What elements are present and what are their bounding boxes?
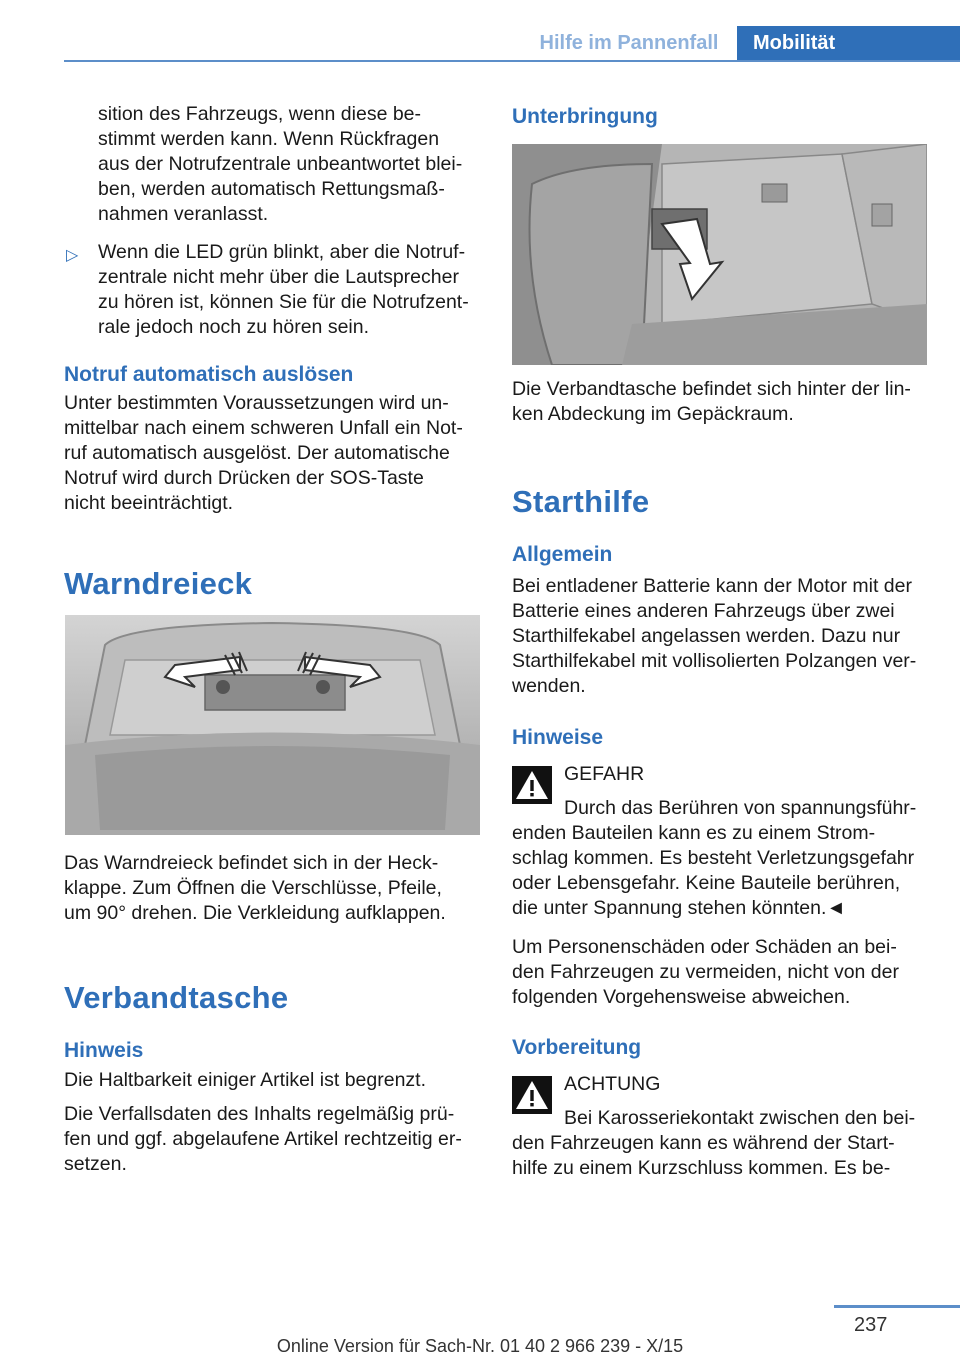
paragraph-allgemein xyxy=(512,574,916,699)
text-line: schlag kommen. Es besteht Verletzungsgefahr xyxy=(512,847,915,869)
paragraph-unterbringung xyxy=(512,377,911,427)
text-line: nahmen veranlasst. xyxy=(98,203,269,225)
paragraph-warndreieck xyxy=(64,851,446,926)
warning-title-achtung: ACHTUNG xyxy=(564,1073,661,1095)
text-line: hilfe zu einem Kurzschluss kommen. Es be- xyxy=(512,1157,891,1179)
heading-allgemein: Allgemein xyxy=(512,543,613,566)
text-line: sition des Fahrzeugs, wenn diese be- xyxy=(98,103,422,125)
text-line: Starthilfekabel angelassen werden. Dazu nur xyxy=(512,625,901,647)
text-line: klappe. Zum Öffnen die Verschlüsse, Pfeile, xyxy=(64,877,442,899)
footer-online-version: Online Version für Sach-Nr. 01 40 2 966 239 - X/15 xyxy=(276,1336,684,1356)
text-line: oder Lebensgefahr. Keine Bauteile berühren, xyxy=(512,872,901,894)
bullet-triangle: ▷ xyxy=(66,247,79,264)
text-line: enden Bauteilen kann es zu einem Strom- xyxy=(512,822,876,844)
text-line: Wenn die LED grün blinkt, aber die Notruf- xyxy=(98,241,466,263)
heading-notruf: Notruf automatisch auslösen xyxy=(64,363,354,386)
text-line: setzen. xyxy=(64,1153,127,1175)
text-line: mittelbar nach einem schweren Unfall ein Not- xyxy=(64,417,463,439)
text-line: Die Verfallsdaten des Inhalts regelmäßig prü- xyxy=(64,1103,455,1125)
text-line: stimmt werden kann. Wenn Rückfragen xyxy=(98,128,440,150)
text-line: aus der Notrufzentrale unbeantwortet blei- xyxy=(98,153,463,175)
warning-triangle-icon xyxy=(512,766,552,804)
caution-triangle-icon xyxy=(512,1076,552,1114)
text-line: den Fahrzeugen zu vermeiden, nicht von der xyxy=(512,961,899,983)
footer-divider xyxy=(834,1305,960,1308)
warning-triangle-image xyxy=(65,615,480,835)
heading-hinweise: Hinweise xyxy=(512,726,604,749)
text-line: rale jedoch noch zu hören sein. xyxy=(98,316,370,338)
text-line: ben, werden automatisch Rettungsmaß- xyxy=(98,178,445,200)
paragraph-haltbarkeit: Die Haltbarkeit einiger Artikel ist begrenzt. xyxy=(64,1069,426,1091)
text-line: die unter Spannung stehen könnten.◄ xyxy=(512,897,846,919)
heading-warndreieck: Warndreieck xyxy=(64,566,253,601)
text-line: ken Abdeckung im Gepäckraum. xyxy=(512,403,794,425)
text-line: wenden. xyxy=(512,675,586,697)
bullet-paragraph xyxy=(98,240,469,340)
text-line: Bei entladener Batterie kann der Motor mit der xyxy=(512,575,912,597)
text-line: Notruf wird durch Drücken der SOS-Taste xyxy=(64,467,424,489)
text-line: den Fahrzeugen kann es während der Start- xyxy=(512,1132,895,1154)
heading-verbandtasche: Verbandtasche xyxy=(64,980,289,1015)
text-line: fen und ggf. abgelaufene Artikel rechtzeitig er- xyxy=(64,1128,462,1150)
caution-text-first-line: Bei Karosseriekontakt zwischen den bei- xyxy=(564,1107,916,1129)
text-line: Die Verbandtasche befindet sich hinter der lin- xyxy=(512,378,911,400)
header-divider xyxy=(64,60,960,62)
heading-hinweis: Hinweis xyxy=(64,1039,144,1062)
text-line: Um Personenschäden oder Schäden an bei- xyxy=(512,936,897,958)
paragraph-notruf xyxy=(64,391,463,516)
heading-unterbringung: Unterbringung xyxy=(512,105,658,128)
text-line: nicht beeinträchtigt. xyxy=(64,492,234,514)
paragraph-personenschaeden xyxy=(512,935,899,1010)
text-line: Starthilfekabel mit vollisolierten Polzangen ver- xyxy=(512,650,917,672)
chapter-tab[interactable]: Mobilität xyxy=(737,26,960,62)
page-number: 237 xyxy=(854,1314,888,1336)
text-line: Unter bestimmten Voraussetzungen wird un- xyxy=(64,392,449,414)
first-aid-kit-location-image xyxy=(512,144,927,365)
text-line: zu hören ist, können Sie für die Notrufzent- xyxy=(98,291,469,313)
text-line: ruf automatisch ausgelöst. Der automatische xyxy=(64,442,450,464)
paragraph-continuation xyxy=(98,102,462,227)
text-line: Batterie eines anderen Fahrzeugs über zwei xyxy=(512,600,895,622)
warning-text-achtung xyxy=(512,1131,895,1181)
heading-starthilfe: Starthilfe xyxy=(512,484,650,519)
warning-title-gefahr: GEFAHR xyxy=(564,763,645,785)
warning-text-first-line: Durch das Berühren von spannungsführ- xyxy=(564,797,917,819)
warning-text-gefahr xyxy=(512,821,914,921)
text-line: folgenden Vorgehensweise abweichen. xyxy=(512,986,851,1008)
text-line: Das Warndreieck befindet sich in der Heck- xyxy=(64,852,439,874)
text-line: um 90° drehen. Die Verkleidung aufklappen. xyxy=(64,902,446,924)
paragraph-verfallsdaten xyxy=(64,1102,462,1177)
text-line: zentrale nicht mehr über die Lautsprecher xyxy=(98,266,459,288)
section-tab[interactable]: Hilfe im Pannenfall xyxy=(539,32,719,54)
heading-vorbereitung: Vorbereitung xyxy=(512,1036,642,1059)
